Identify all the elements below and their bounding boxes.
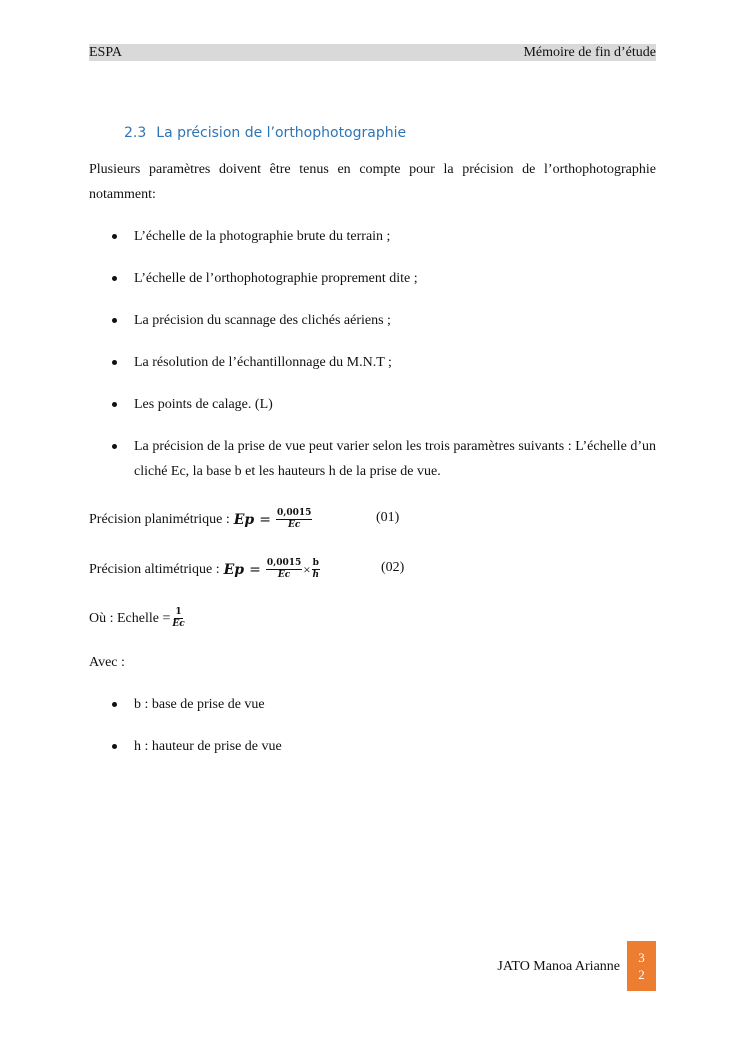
bullet-icon bbox=[112, 402, 117, 407]
math-equals: = bbox=[249, 561, 261, 578]
math-equals: = bbox=[259, 511, 271, 528]
fraction-denominator: Ec bbox=[172, 619, 185, 629]
bullet-icon bbox=[112, 318, 117, 323]
fraction bbox=[312, 558, 320, 581]
intro-paragraph: Plusieurs paramètres doivent être tenus en compte pour la précision de l’orthophotographie notamment: bbox=[89, 162, 656, 202]
avec-label: Avec : bbox=[89, 655, 125, 670]
list-item: L’échelle de la photographie brute du terrain ; bbox=[89, 224, 656, 249]
header-right: Mémoire de fin d’étude bbox=[523, 45, 656, 60]
fraction-numerator: b bbox=[312, 558, 319, 568]
page-number-box bbox=[627, 941, 656, 991]
math-variable: Ep bbox=[223, 561, 245, 578]
fraction-numerator: 1 bbox=[175, 607, 182, 617]
section-title: La précision de l’orthophotographie bbox=[156, 125, 407, 141]
bullet-icon bbox=[112, 702, 117, 707]
list-item: L’échelle de l’orthophotographie proprement dite ; bbox=[89, 266, 656, 291]
math-variable: Ep bbox=[233, 511, 255, 528]
page-number-line-1: 3 bbox=[638, 950, 645, 965]
fraction-denominator: h bbox=[312, 570, 320, 580]
list-item: Les points de calage. (L) bbox=[89, 392, 656, 417]
section-heading bbox=[124, 123, 406, 143]
page-header bbox=[89, 44, 656, 61]
footer-author: JATO Manoa Arianne bbox=[497, 959, 620, 974]
fraction-numerator: 0,0015 bbox=[266, 558, 302, 568]
equation-number: (01) bbox=[376, 510, 400, 525]
formula-planimetric bbox=[89, 508, 312, 531]
parameter-list bbox=[89, 224, 656, 501]
bullet-icon bbox=[112, 234, 117, 239]
list-item: La résolution de l’échantillonnage du M.N.T ; bbox=[89, 350, 656, 375]
formula-altimetric bbox=[89, 558, 320, 581]
list-item: b : base de prise de vue bbox=[89, 692, 656, 717]
math-times: × bbox=[303, 561, 311, 577]
equation-number: (02) bbox=[381, 560, 405, 575]
definition-list bbox=[89, 692, 656, 776]
bullet-icon bbox=[112, 360, 117, 365]
formula-label: Précision altimétrique : bbox=[89, 561, 220, 577]
list-item: La précision du scannage des clichés aériens ; bbox=[89, 308, 656, 333]
formula-label: Où : Echelle = bbox=[89, 610, 171, 626]
fraction bbox=[172, 607, 184, 630]
list-item: La précision de la prise de vue peut varier selon les trois paramètres suivants : L’échelle d’un cliché Ec, la base b et les hauteurs h de la prise de vue. bbox=[89, 434, 656, 484]
fraction bbox=[276, 508, 312, 531]
page-number-line-2: 2 bbox=[638, 967, 645, 982]
section-number: 2.3 bbox=[124, 125, 147, 141]
header-left: ESPA bbox=[89, 45, 122, 60]
bullet-icon bbox=[112, 744, 117, 749]
fraction-numerator: 0,0015 bbox=[276, 508, 312, 518]
fraction-denominator: Ec bbox=[277, 570, 291, 580]
bullet-icon bbox=[112, 276, 117, 281]
list-item: h : hauteur de prise de vue bbox=[89, 734, 656, 759]
bullet-icon bbox=[112, 444, 117, 449]
fraction-denominator: Ec bbox=[288, 520, 301, 530]
formula-scale bbox=[89, 607, 185, 630]
fraction bbox=[266, 558, 302, 581]
formula-label: Précision planimétrique : bbox=[89, 511, 230, 527]
